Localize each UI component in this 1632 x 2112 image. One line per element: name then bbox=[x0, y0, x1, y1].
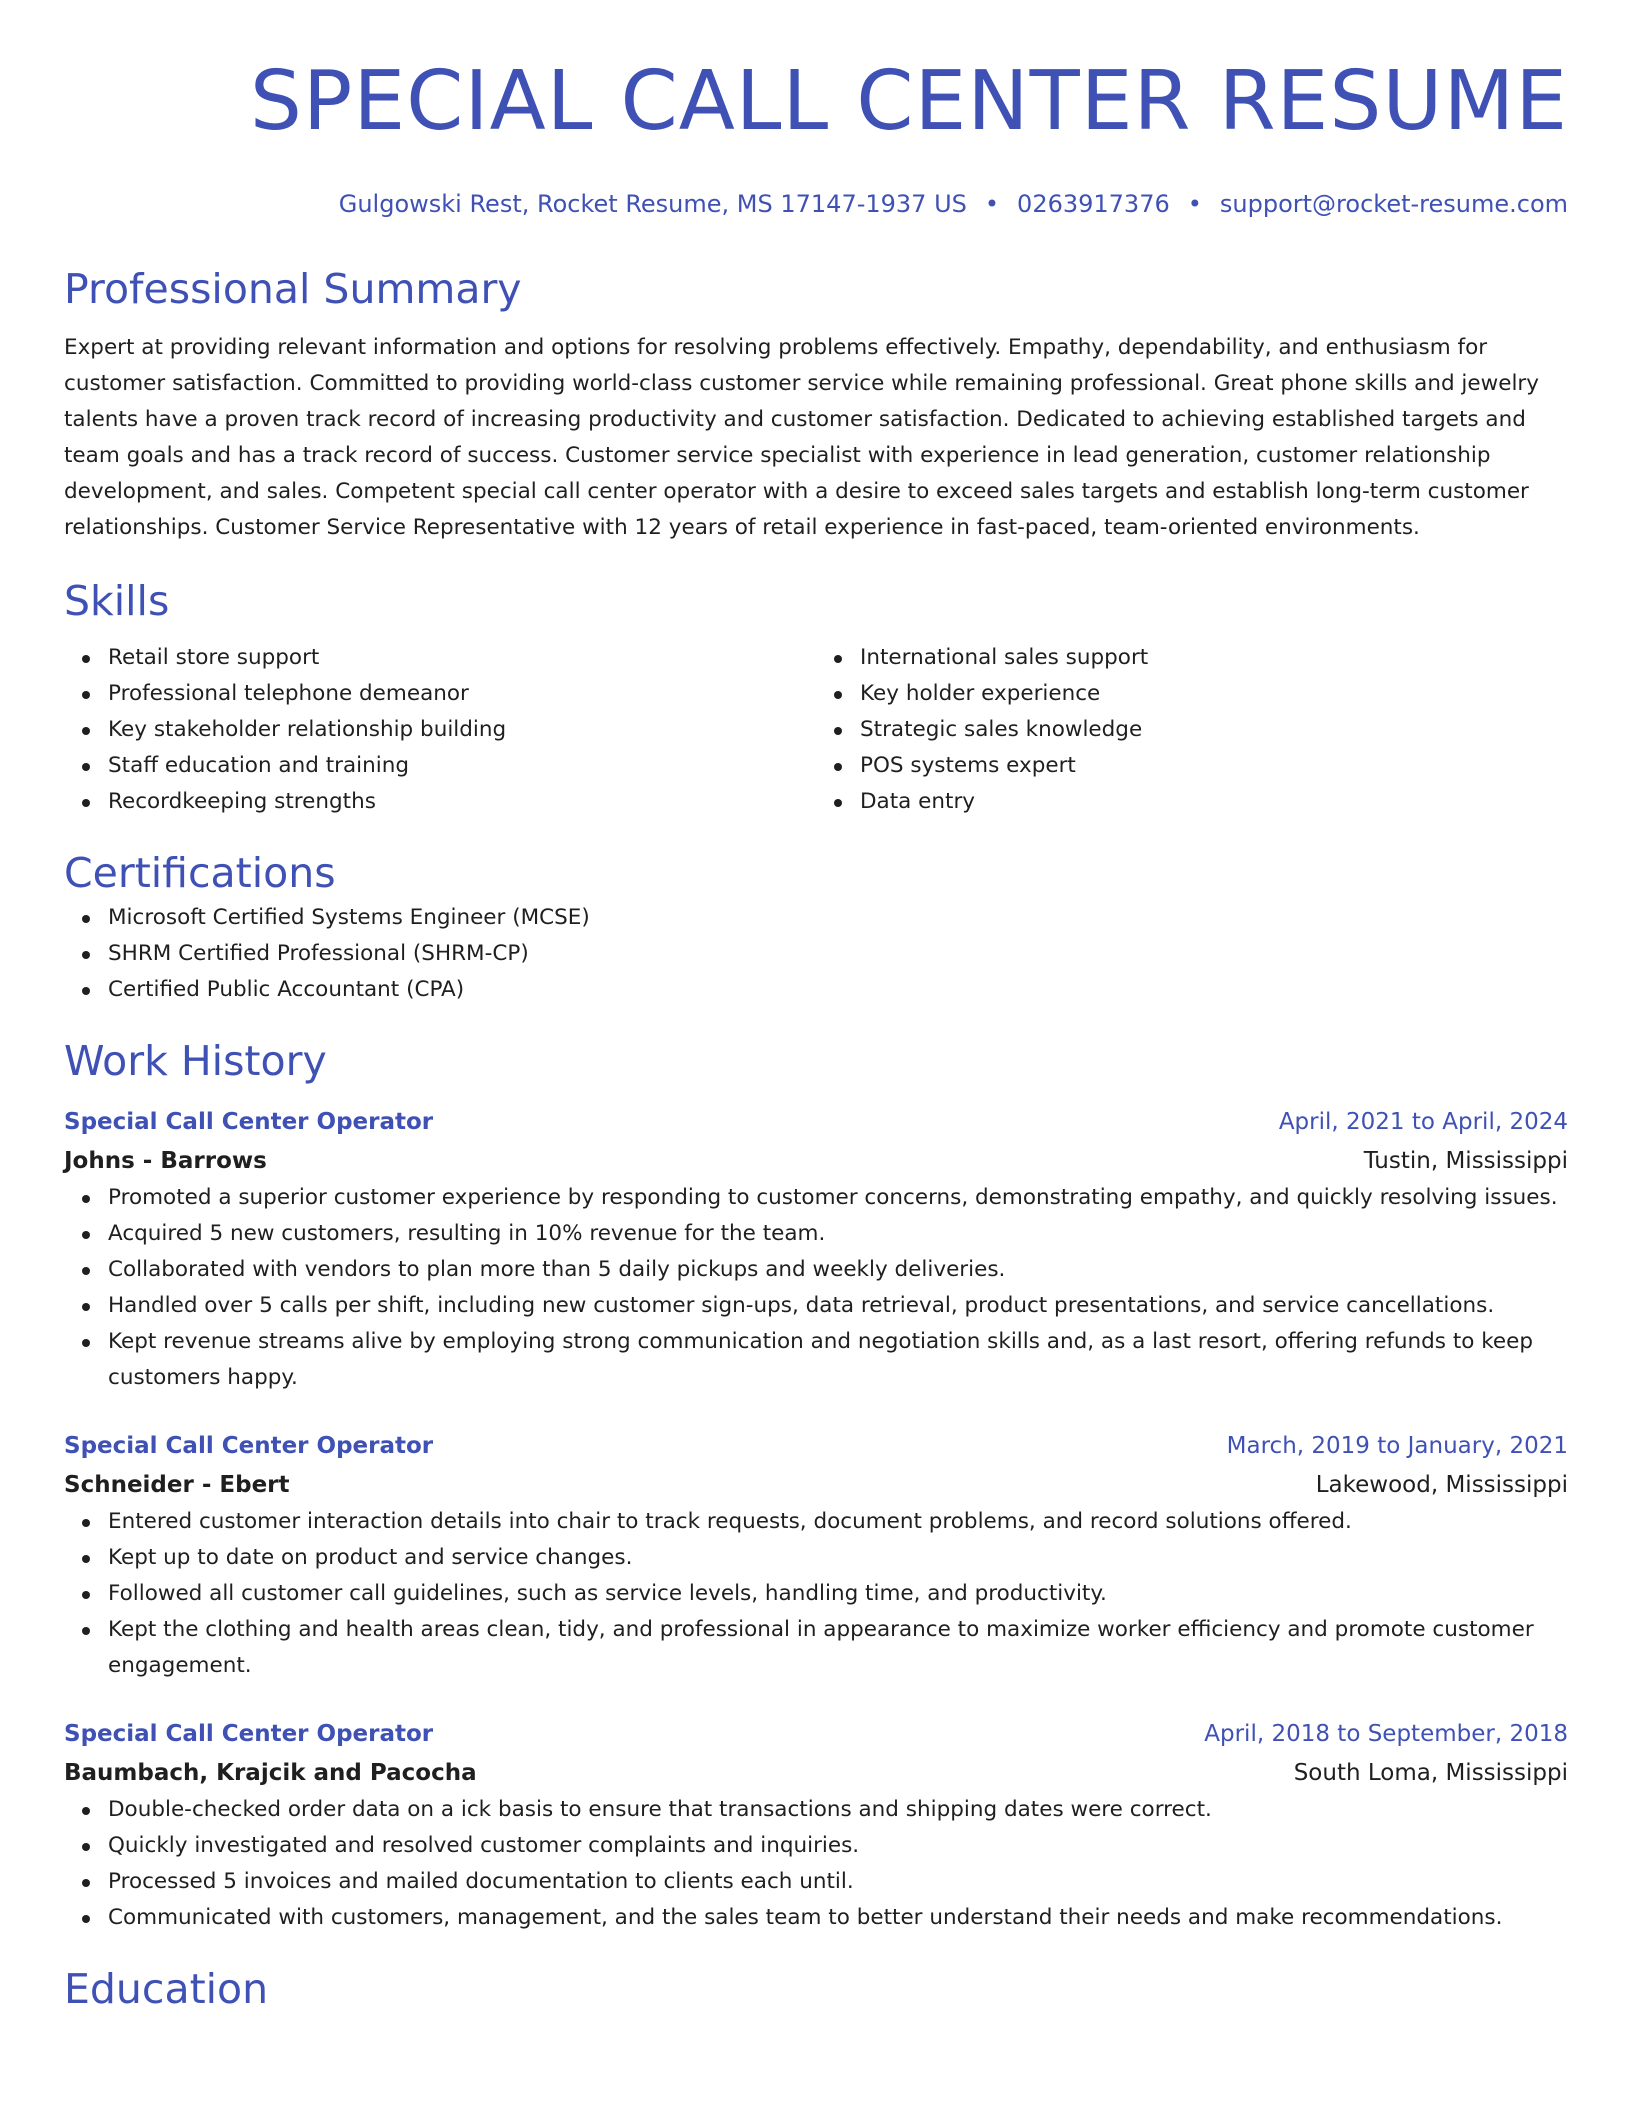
contact-line bbox=[64, 188, 1568, 220]
certifications-list bbox=[64, 900, 1568, 1008]
job-bullet: Handled over 5 calls per shift, including new customer sign-ups, data retrieval, product presentations, and service cancellations. bbox=[108, 1288, 1568, 1324]
job-company: Johns - Barrows bbox=[64, 1148, 267, 1174]
skill-item: Staff education and training bbox=[108, 748, 816, 784]
job-company: Schneider - Ebert bbox=[64, 1472, 290, 1498]
contact-separator: • bbox=[1187, 190, 1202, 218]
job-bullet: Processed 5 invoices and mailed documentation to clients each until. bbox=[108, 1864, 1568, 1900]
job-bullet: Double-checked order data on a ick basis to ensure that transactions and shipping dates were correct. bbox=[108, 1792, 1568, 1828]
skills-list-right bbox=[816, 640, 1568, 820]
work-history-section bbox=[64, 1034, 1568, 1936]
skills-grid bbox=[64, 640, 1568, 820]
job-company: Baumbach, Krajcik and Pacocha bbox=[64, 1760, 477, 1786]
job-entry bbox=[64, 1714, 1568, 1936]
job-bullets bbox=[64, 1792, 1568, 1936]
job-bullet: Acquired 5 new customers, resulting in 10% revenue for the team. bbox=[108, 1216, 1568, 1252]
job-bullet: Kept up to date on product and service changes. bbox=[108, 1540, 1568, 1576]
job-entry bbox=[64, 1426, 1568, 1684]
skill-item: Retail store support bbox=[108, 640, 816, 676]
job-bullets bbox=[64, 1504, 1568, 1684]
certifications-heading: Certifications bbox=[64, 849, 336, 897]
skill-item: Data entry bbox=[860, 784, 1568, 820]
certification-item: SHRM Certified Professional (SHRM-CP) bbox=[108, 936, 1568, 972]
contact-phone: 0263917376 bbox=[1017, 190, 1170, 218]
job-location: Lakewood, Mississippi bbox=[1315, 1472, 1568, 1498]
job-bullet: Communicated with customers, management, and the sales team to better understand their needs and make recommendations. bbox=[108, 1900, 1568, 1936]
work-history-heading: Work History bbox=[64, 1037, 327, 1085]
resume-title: SPECIAL CALL CENTER RESUME bbox=[249, 54, 1568, 149]
job-bullet: Quickly investigated and resolved customer complaints and inquiries. bbox=[108, 1828, 1568, 1864]
resume-header bbox=[64, 0, 1568, 220]
job-location: South Loma, Mississippi bbox=[1293, 1760, 1568, 1786]
skill-item: POS systems expert bbox=[860, 748, 1568, 784]
skills-section bbox=[64, 574, 1568, 820]
skills-list-left bbox=[64, 640, 816, 820]
skill-item: Professional telephone demeanor bbox=[108, 676, 816, 712]
certification-item: Certified Public Accountant (CPA) bbox=[108, 972, 1568, 1008]
job-title: Special Call Center Operator bbox=[64, 1109, 434, 1135]
education-heading: Education bbox=[64, 1965, 269, 2013]
skill-item: Key stakeholder relationship building bbox=[108, 712, 816, 748]
skills-heading: Skills bbox=[64, 577, 170, 625]
contact-address: Gulgowski Rest, Rocket Resume, MS 17147-1937 US bbox=[338, 190, 967, 218]
skill-item: Recordkeeping strengths bbox=[108, 784, 816, 820]
job-bullets bbox=[64, 1180, 1568, 1396]
certifications-section bbox=[64, 846, 1568, 1008]
skill-item: Strategic sales knowledge bbox=[860, 712, 1568, 748]
contact-separator: • bbox=[984, 190, 1000, 218]
job-dates: April, 2021 to April, 2024 bbox=[1278, 1109, 1568, 1135]
summary-heading: Professional Summary bbox=[64, 265, 522, 313]
job-bullet: Promoted a superior customer experience by responding to customer concerns, demonstrating empathy, and quickly resolving issues. bbox=[108, 1180, 1568, 1216]
job-bullet: Entered customer interaction details into chair to track requests, document problems, and record solutions offered. bbox=[108, 1504, 1568, 1540]
job-dates: March, 2019 to January, 2021 bbox=[1226, 1433, 1568, 1459]
summary-text: Expert at providing relevant information and options for resolving problems effectively. Empathy, dependability, and enthusiasm for customer satisfaction. Committed to providing world-class customer service while remaining professional. Great phone skills and jewelry talents have a proven track record of increasing productivity and customer satisfaction. Dedicated to achieving established targets and team goals and has a track record of success. Customer service specialist with experience in lead generation, customer relationship development, and sales. Competent special call center operator with a desire to exceed sales targets and establish long-term customer relationships. Customer Service Representative with 12 years of retail experience in fast-paced, team-oriented environments. bbox=[64, 335, 1539, 540]
job-location: Tustin, Mississippi bbox=[1363, 1148, 1568, 1174]
summary-section bbox=[64, 262, 1568, 546]
job-bullet: Kept revenue streams alive by employing strong communication and negotiation skills and, as a last resort, offering refunds to keep customers happy. bbox=[108, 1324, 1568, 1396]
job-entry bbox=[64, 1102, 1568, 1396]
job-dates: April, 2018 to September, 2018 bbox=[1204, 1721, 1568, 1747]
job-bullet: Kept the clothing and health areas clean, tidy, and professional in appearance to maximize worker efficiency and promote customer engagement. bbox=[108, 1612, 1568, 1684]
skill-item: International sales support bbox=[860, 640, 1568, 676]
job-bullet: Followed all customer call guidelines, such as service levels, handling time, and productivity. bbox=[108, 1576, 1568, 1612]
skill-item: Key holder experience bbox=[860, 676, 1568, 712]
education-section bbox=[64, 1962, 1568, 2016]
contact-email: support@rocket-resume.com bbox=[1219, 190, 1568, 218]
job-bullet: Collaborated with vendors to plan more than 5 daily pickups and weekly deliveries. bbox=[108, 1252, 1568, 1288]
job-title: Special Call Center Operator bbox=[64, 1433, 434, 1459]
certification-item: Microsoft Certified Systems Engineer (MCSE) bbox=[108, 900, 1568, 936]
job-title: Special Call Center Operator bbox=[64, 1721, 434, 1747]
